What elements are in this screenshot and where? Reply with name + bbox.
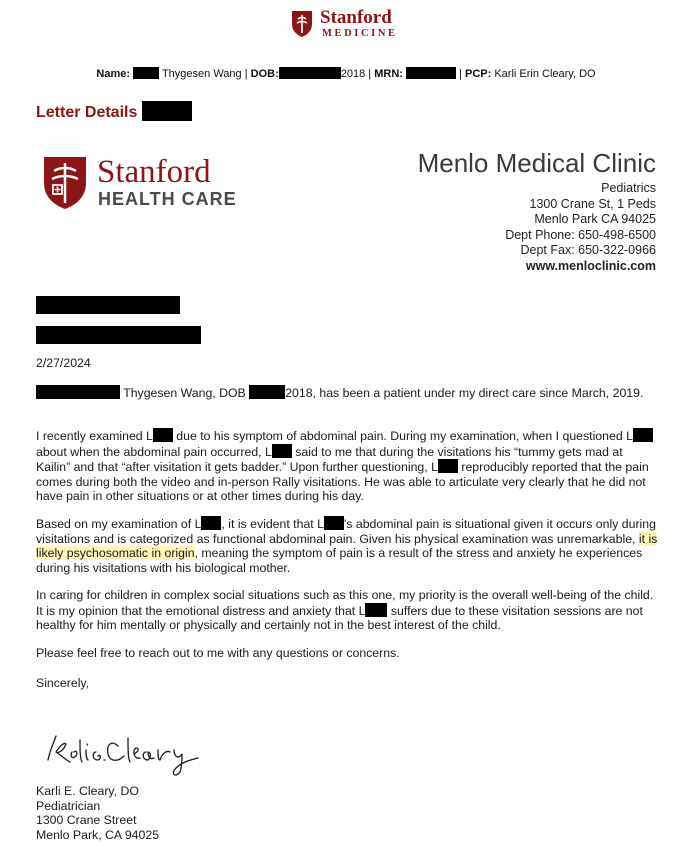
p2-text-d: said to me that during the visitations his “tummy gets mad at Kailin” and that “after visitation it gets badder.” Upon further questioning, L bbox=[36, 444, 623, 475]
separator: | bbox=[244, 68, 248, 80]
redacted-dob bbox=[279, 67, 341, 79]
stanford-medicine-logo bbox=[290, 8, 420, 42]
dob-year: 2018 bbox=[340, 68, 366, 80]
p2-text-e: reproducibly reported that the pain comes during both the video and in-person Rally visitations. He was able to articulate very clearly that he did not have pain in other situations or at other times during his day. bbox=[36, 460, 649, 504]
clinic-fax: Dept Fax: 650-322-0966 bbox=[520, 243, 656, 257]
separator: | bbox=[368, 68, 372, 80]
paragraph-1 bbox=[36, 385, 660, 401]
section-title-text: Letter Details bbox=[36, 104, 138, 121]
paragraph-4 bbox=[36, 588, 660, 633]
redacted-recipient-line2 bbox=[36, 326, 201, 344]
redacted-name bbox=[36, 385, 120, 399]
redacted-recipient-line1 bbox=[36, 296, 180, 314]
p1-text-b: 2018, has been a patient under my direct care since March, 2019. bbox=[285, 386, 644, 400]
p3-text-c: 's abdominal pain is situational given it occurs only during visitations and is categorized as functional abdominal pain. Given his physical examination was unremarkable, bbox=[36, 517, 656, 546]
separator: | bbox=[459, 68, 462, 80]
signer-city: Menlo Park, CA 94025 bbox=[36, 827, 160, 842]
p4-text-a: In caring for children in complex social situations such as this one, my priority is the overall well-being of the child. It is my opinion that the emotional distress and anxiety that L bbox=[36, 588, 654, 618]
p2-text-b: due to his symptom of abdominal pain. During my examination, when I questioned L bbox=[172, 429, 633, 443]
stanford-health-care-shield-icon bbox=[42, 155, 88, 211]
patient-name: Thygesen Wang bbox=[161, 68, 242, 80]
clinic-address-line2: Menlo Park CA 94025 bbox=[534, 212, 656, 226]
logo-wordmark: Stanford bbox=[97, 154, 211, 190]
p3-text-b: , it is evident that L bbox=[221, 517, 324, 531]
highlighted-text: it is likely psychosomatic in origin bbox=[36, 531, 658, 561]
clinic-phone: Dept Phone: 650-498-6500 bbox=[505, 227, 656, 242]
mrn-label: MRN: bbox=[374, 68, 403, 80]
clinic-address bbox=[505, 181, 656, 274]
redacted-name bbox=[133, 67, 159, 79]
brand-wordmark: Stanford bbox=[320, 7, 392, 28]
paragraph-2 bbox=[36, 428, 660, 504]
name-label: Name: bbox=[96, 68, 131, 80]
p4-text-b: suffers due to these visitation sessions are not healthy for him mentally or physically and certainly not in the best interest of the child. bbox=[36, 603, 643, 633]
clinic-name: Menlo Medical Clinic bbox=[417, 148, 656, 178]
redacted-mrn bbox=[406, 67, 456, 79]
logo-subtitle: HEALTH CARE bbox=[98, 189, 237, 209]
p2-text-a: I recently examined L bbox=[36, 429, 153, 443]
clinic-website: www.menloclinic.com bbox=[525, 258, 656, 273]
stanford-health-care-logo bbox=[42, 155, 242, 215]
brand-subtitle: MEDICINE bbox=[322, 28, 398, 39]
letter-date: 2/27/2024 bbox=[36, 356, 91, 370]
redacted-name bbox=[365, 603, 387, 617]
p3-text-d: , meaning the symptom of pain is a result of the stress and anxiety he experiences during his visitations with his biological mother. bbox=[36, 546, 643, 575]
redacted-name bbox=[153, 428, 173, 442]
handwritten-signature bbox=[40, 722, 240, 782]
p1-text-a: Thygesen Wang, DOB bbox=[120, 386, 250, 400]
redacted-name bbox=[633, 428, 653, 442]
dob-label: DOB: bbox=[250, 68, 279, 80]
signer-street: 1300 Crane Street bbox=[36, 813, 137, 828]
p2-text-c: about when the abdominal pain occurred, L bbox=[36, 444, 272, 459]
stanford-shield-icon bbox=[290, 10, 314, 38]
redacted-name bbox=[438, 459, 458, 473]
redacted-name bbox=[201, 516, 221, 530]
paragraph-3 bbox=[36, 516, 660, 575]
p3-text-a: Based on my examination of L bbox=[36, 517, 202, 531]
redacted-dob bbox=[249, 385, 285, 399]
patient-info-bar bbox=[0, 67, 692, 80]
signer-name: Karli E. Cleary, DO bbox=[36, 784, 139, 798]
section-title bbox=[36, 101, 192, 122]
clinic-address-line1: 1300 Crane St, 1 Peds bbox=[529, 196, 656, 211]
closing: Sincerely, bbox=[36, 676, 90, 690]
redacted-name bbox=[272, 444, 292, 458]
signer-block bbox=[36, 784, 159, 842]
redacted-name bbox=[324, 516, 344, 530]
pcp-name: Karli Erin Cleary, DO bbox=[494, 68, 596, 80]
clinic-department: Pediatrics bbox=[601, 181, 656, 195]
redacted-title bbox=[142, 101, 192, 121]
paragraph-5: Please feel free to reach out to me with any questions or concerns. bbox=[36, 646, 400, 660]
signer-title: Pediatrician bbox=[36, 798, 101, 813]
pcp-label: PCP: bbox=[464, 68, 492, 80]
